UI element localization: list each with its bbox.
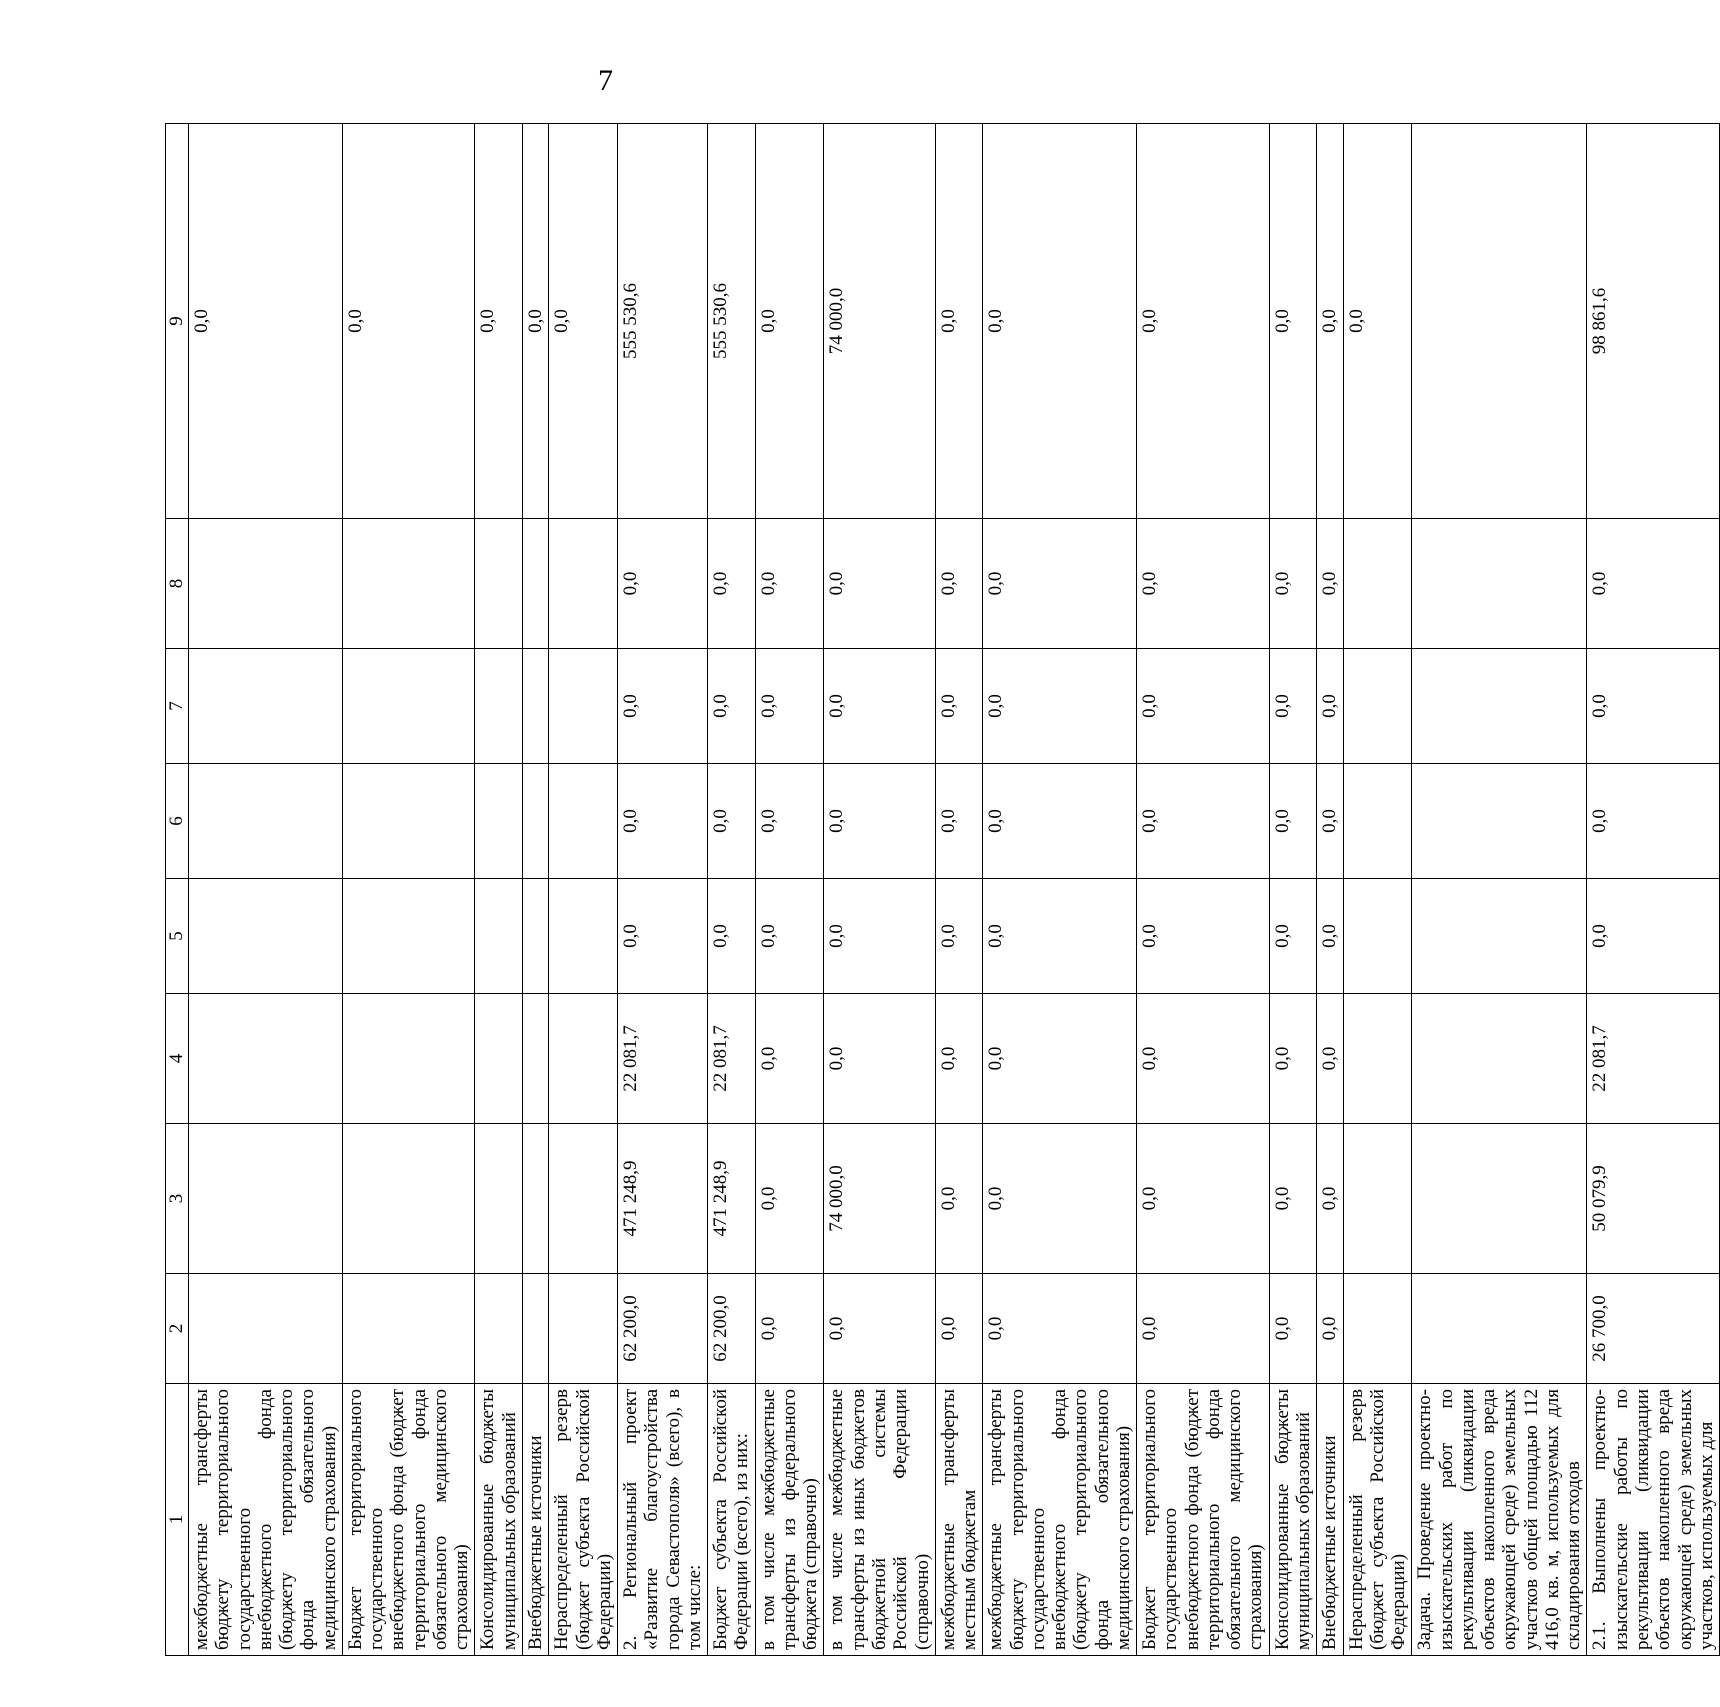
table-row [755, 124, 824, 1656]
value-cell: 0,0 [935, 649, 983, 764]
value-cell: 0,0 [983, 879, 1137, 994]
value-cell: 62 200,0 [708, 1274, 756, 1384]
value-cell: 50 079,9 [1587, 1124, 1720, 1274]
value-cell: 0,0 [1137, 994, 1270, 1124]
table-row [342, 124, 475, 1656]
header-row [166, 124, 189, 1656]
value-cell [475, 519, 523, 649]
value-cell [1412, 649, 1587, 764]
value-cell [1412, 994, 1587, 1124]
value-cell: 0,0 [983, 994, 1137, 1124]
table-row [1343, 124, 1412, 1656]
value-cell: 0,0 [1317, 1124, 1343, 1274]
row-label: Бюджет территориального государственного внебюджетного фонда (бюджет территориального фонда обязательного медицинского страхования) [342, 1384, 475, 1656]
value-cell: 74 000,0 [824, 1124, 935, 1274]
value-cell [342, 994, 475, 1124]
value-cell: 0,0 [1587, 879, 1720, 994]
table-row [618, 124, 708, 1656]
value-cell: 0,0 [708, 879, 756, 994]
value-cell: 0,0 [824, 1274, 935, 1384]
row-label: Консолидированные бюджеты муниципальных образований [1269, 1384, 1317, 1656]
value-cell: 0,0 [1269, 1274, 1317, 1384]
budget-table [165, 123, 1720, 1656]
value-cell: 0,0 [1137, 764, 1270, 879]
row-label: Внебюджетные источники [522, 1384, 548, 1656]
value-cell: 0,0 [755, 124, 824, 519]
value-cell [475, 879, 523, 994]
value-cell: 0,0 [618, 519, 708, 649]
value-cell: 0,0 [755, 994, 824, 1124]
value-cell: 22 081,7 [618, 994, 708, 1124]
value-cell: 0,0 [1587, 764, 1720, 879]
value-cell: 0,0 [1137, 124, 1270, 519]
value-cell: 0,0 [1269, 764, 1317, 879]
value-cell: 26 700,0 [1587, 1274, 1720, 1384]
value-cell [522, 649, 548, 764]
value-cell: 62 200,0 [618, 1274, 708, 1384]
value-cell: 0,0 [935, 1124, 983, 1274]
table-row [1412, 124, 1587, 1656]
value-cell [549, 1124, 618, 1274]
value-cell: 0,0 [1269, 994, 1317, 1124]
column-header: 9 [166, 124, 189, 519]
value-cell: 0,0 [1269, 649, 1317, 764]
row-label: Нераспределенный резерв (бюджет субъекта Российской Федерации) [549, 1384, 618, 1656]
value-cell: 0,0 [708, 764, 756, 879]
column-header: 8 [166, 519, 189, 649]
value-cell [342, 764, 475, 879]
table-row [1317, 124, 1343, 1656]
value-cell [1343, 994, 1412, 1124]
value-cell: 0,0 [935, 994, 983, 1124]
value-cell: 0,0 [1587, 519, 1720, 649]
value-cell: 0,0 [935, 519, 983, 649]
value-cell: 0,0 [618, 649, 708, 764]
row-label: в том числе межбюджетные трансферты из иных бюджетов бюджетной системы Российской Федерации (справочно) [824, 1384, 935, 1656]
value-cell: 0,0 [755, 1124, 824, 1274]
value-cell [189, 649, 343, 764]
value-cell: 0,0 [1317, 764, 1343, 879]
value-cell [549, 764, 618, 879]
value-cell [342, 879, 475, 994]
value-cell [189, 1124, 343, 1274]
value-cell: 0,0 [983, 124, 1137, 519]
value-cell [475, 994, 523, 1124]
value-cell [475, 649, 523, 764]
value-cell: 0,0 [755, 649, 824, 764]
value-cell [189, 994, 343, 1124]
table-row [549, 124, 618, 1656]
value-cell: 0,0 [935, 879, 983, 994]
value-cell: 0,0 [935, 1274, 983, 1384]
value-cell: 471 248,9 [618, 1124, 708, 1274]
value-cell: 0,0 [1137, 1274, 1270, 1384]
value-cell: 0,0 [618, 879, 708, 994]
row-label: Бюджет территориального государственного внебюджетного фонда (бюджет территориального фонда обязательного медицинского страхования) [1137, 1384, 1270, 1656]
value-cell: 0,0 [1269, 1124, 1317, 1274]
value-cell: 0,0 [189, 124, 343, 519]
value-cell [1412, 519, 1587, 649]
value-cell [342, 649, 475, 764]
row-label: Внебюджетные источники [1317, 1384, 1343, 1656]
value-cell: 0,0 [824, 649, 935, 764]
value-cell [189, 519, 343, 649]
value-cell [522, 1274, 548, 1384]
value-cell: 0,0 [708, 519, 756, 649]
value-cell: 0,0 [1137, 879, 1270, 994]
value-cell: 555 530,6 [618, 124, 708, 519]
value-cell: 0,0 [1137, 1124, 1270, 1274]
value-cell: 0,0 [1317, 124, 1343, 519]
value-cell: 0,0 [1317, 994, 1343, 1124]
value-cell: 0,0 [983, 1124, 1137, 1274]
value-cell: 0,0 [755, 1274, 824, 1384]
value-cell [522, 764, 548, 879]
table-body [189, 124, 1720, 1656]
value-cell [1412, 124, 1587, 519]
value-cell: 0,0 [824, 994, 935, 1124]
table-row [189, 124, 343, 1656]
row-label: межбюджетные трансферты бюджету территориального государственного внебюджетного фонда (бюджету территориального фонда обязательного медицинского страхования) [189, 1384, 343, 1656]
value-cell: 0,0 [522, 124, 548, 519]
table-row [708, 124, 756, 1656]
value-cell: 0,0 [342, 124, 475, 519]
value-cell [1412, 1274, 1587, 1384]
row-label: Бюджет субъекта Российской Федерации (всего), из них: [708, 1384, 756, 1656]
value-cell: 0,0 [1269, 519, 1317, 649]
value-cell [475, 764, 523, 879]
value-cell [549, 879, 618, 994]
value-cell: 471 248,9 [708, 1124, 756, 1274]
table-row [475, 124, 523, 1656]
value-cell [1343, 1274, 1412, 1384]
value-cell: 0,0 [983, 649, 1137, 764]
row-label: межбюджетные трансферты бюджету территориального государственного внебюджетного фонда (бюджету территориального фонда обязательного медицинского страхования) [983, 1384, 1137, 1656]
value-cell: 0,0 [983, 519, 1137, 649]
value-cell [549, 649, 618, 764]
value-cell [549, 1274, 618, 1384]
value-cell: 0,0 [1317, 1274, 1343, 1384]
column-header: 6 [166, 764, 189, 879]
row-label: в том числе межбюджетные трансферты из федерального бюджета (справочно) [755, 1384, 824, 1656]
column-header: 1 [166, 1384, 189, 1656]
value-cell: 0,0 [824, 519, 935, 649]
table-row [1587, 124, 1720, 1656]
column-header: 2 [166, 1274, 189, 1384]
table-row [522, 124, 548, 1656]
value-cell: 0,0 [983, 764, 1137, 879]
value-cell [475, 1124, 523, 1274]
value-cell [1412, 764, 1587, 879]
value-cell [1343, 879, 1412, 994]
value-cell: 0,0 [935, 124, 983, 519]
value-cell: 0,0 [1269, 879, 1317, 994]
value-cell: 0,0 [708, 649, 756, 764]
value-cell [522, 994, 548, 1124]
value-cell [1343, 1124, 1412, 1274]
page-number: 7 [598, 64, 613, 97]
value-cell: 555 530,6 [708, 124, 756, 519]
value-cell [522, 519, 548, 649]
value-cell: 0,0 [755, 764, 824, 879]
value-cell [342, 519, 475, 649]
row-label: 2. Региональный проект «Развитие благоустройства города Севастополя» (всего), в том числе: [618, 1384, 708, 1656]
value-cell: 0,0 [824, 764, 935, 879]
value-cell [1343, 649, 1412, 764]
value-cell: 0,0 [935, 764, 983, 879]
value-cell: 0,0 [1317, 519, 1343, 649]
row-label: Консолидированные бюджеты муниципальных образований [475, 1384, 523, 1656]
value-cell: 0,0 [983, 1274, 1137, 1384]
value-cell [549, 519, 618, 649]
value-cell: 0,0 [1343, 124, 1412, 519]
table-row [824, 124, 935, 1656]
value-cell: 0,0 [1269, 124, 1317, 519]
row-label: межбюджетные трансферты местным бюджетам [935, 1384, 983, 1656]
table-row [1269, 124, 1317, 1656]
value-cell: 0,0 [1317, 879, 1343, 994]
column-header: 4 [166, 994, 189, 1124]
value-cell [342, 1274, 475, 1384]
value-cell: 0,0 [755, 879, 824, 994]
column-header: 3 [166, 1124, 189, 1274]
value-cell [522, 879, 548, 994]
value-cell: 0,0 [755, 519, 824, 649]
table-row [983, 124, 1137, 1656]
value-cell: 0,0 [1137, 519, 1270, 649]
table-row [1137, 124, 1270, 1656]
value-cell [342, 1124, 475, 1274]
row-label: Нераспределенный резерв (бюджет субъекта Российской Федерации) [1343, 1384, 1412, 1656]
value-cell: 74 000,0 [824, 124, 935, 519]
value-cell [1412, 879, 1587, 994]
value-cell: 22 081,7 [708, 994, 756, 1124]
value-cell [522, 1124, 548, 1274]
value-cell [189, 764, 343, 879]
value-cell [1343, 764, 1412, 879]
value-cell [549, 994, 618, 1124]
value-cell: 0,0 [824, 879, 935, 994]
value-cell [189, 879, 343, 994]
value-cell: 0,0 [618, 764, 708, 879]
rotated-table-wrapper [165, 124, 1717, 1656]
table-row [935, 124, 983, 1656]
value-cell: 22 081,7 [1587, 994, 1720, 1124]
value-cell: 0,0 [1137, 649, 1270, 764]
column-header: 7 [166, 649, 189, 764]
value-cell [475, 1274, 523, 1384]
value-cell: 0,0 [549, 124, 618, 519]
value-cell: 98 861,6 [1587, 124, 1720, 519]
value-cell: 0,0 [1587, 649, 1720, 764]
value-cell [1343, 519, 1412, 649]
value-cell [189, 1274, 343, 1384]
value-cell: 0,0 [475, 124, 523, 519]
row-label: Задача. Проведение проектно-изыскательских работ по рекультивации (ликвидации объектов накопленного вреда окружающей среде) земельных участков общей площадью 112 416,0 кв. м, используемых для складирования отходов [1412, 1384, 1587, 1656]
column-header: 5 [166, 879, 189, 994]
row-label: 2.1. Выполнены проектно-изыскательские работы по рекультивации (ликвидации объектов накопленного вреда окружающей среде) земельных участков, используемых для [1587, 1384, 1720, 1656]
value-cell: 0,0 [1317, 649, 1343, 764]
value-cell [1412, 1124, 1587, 1274]
